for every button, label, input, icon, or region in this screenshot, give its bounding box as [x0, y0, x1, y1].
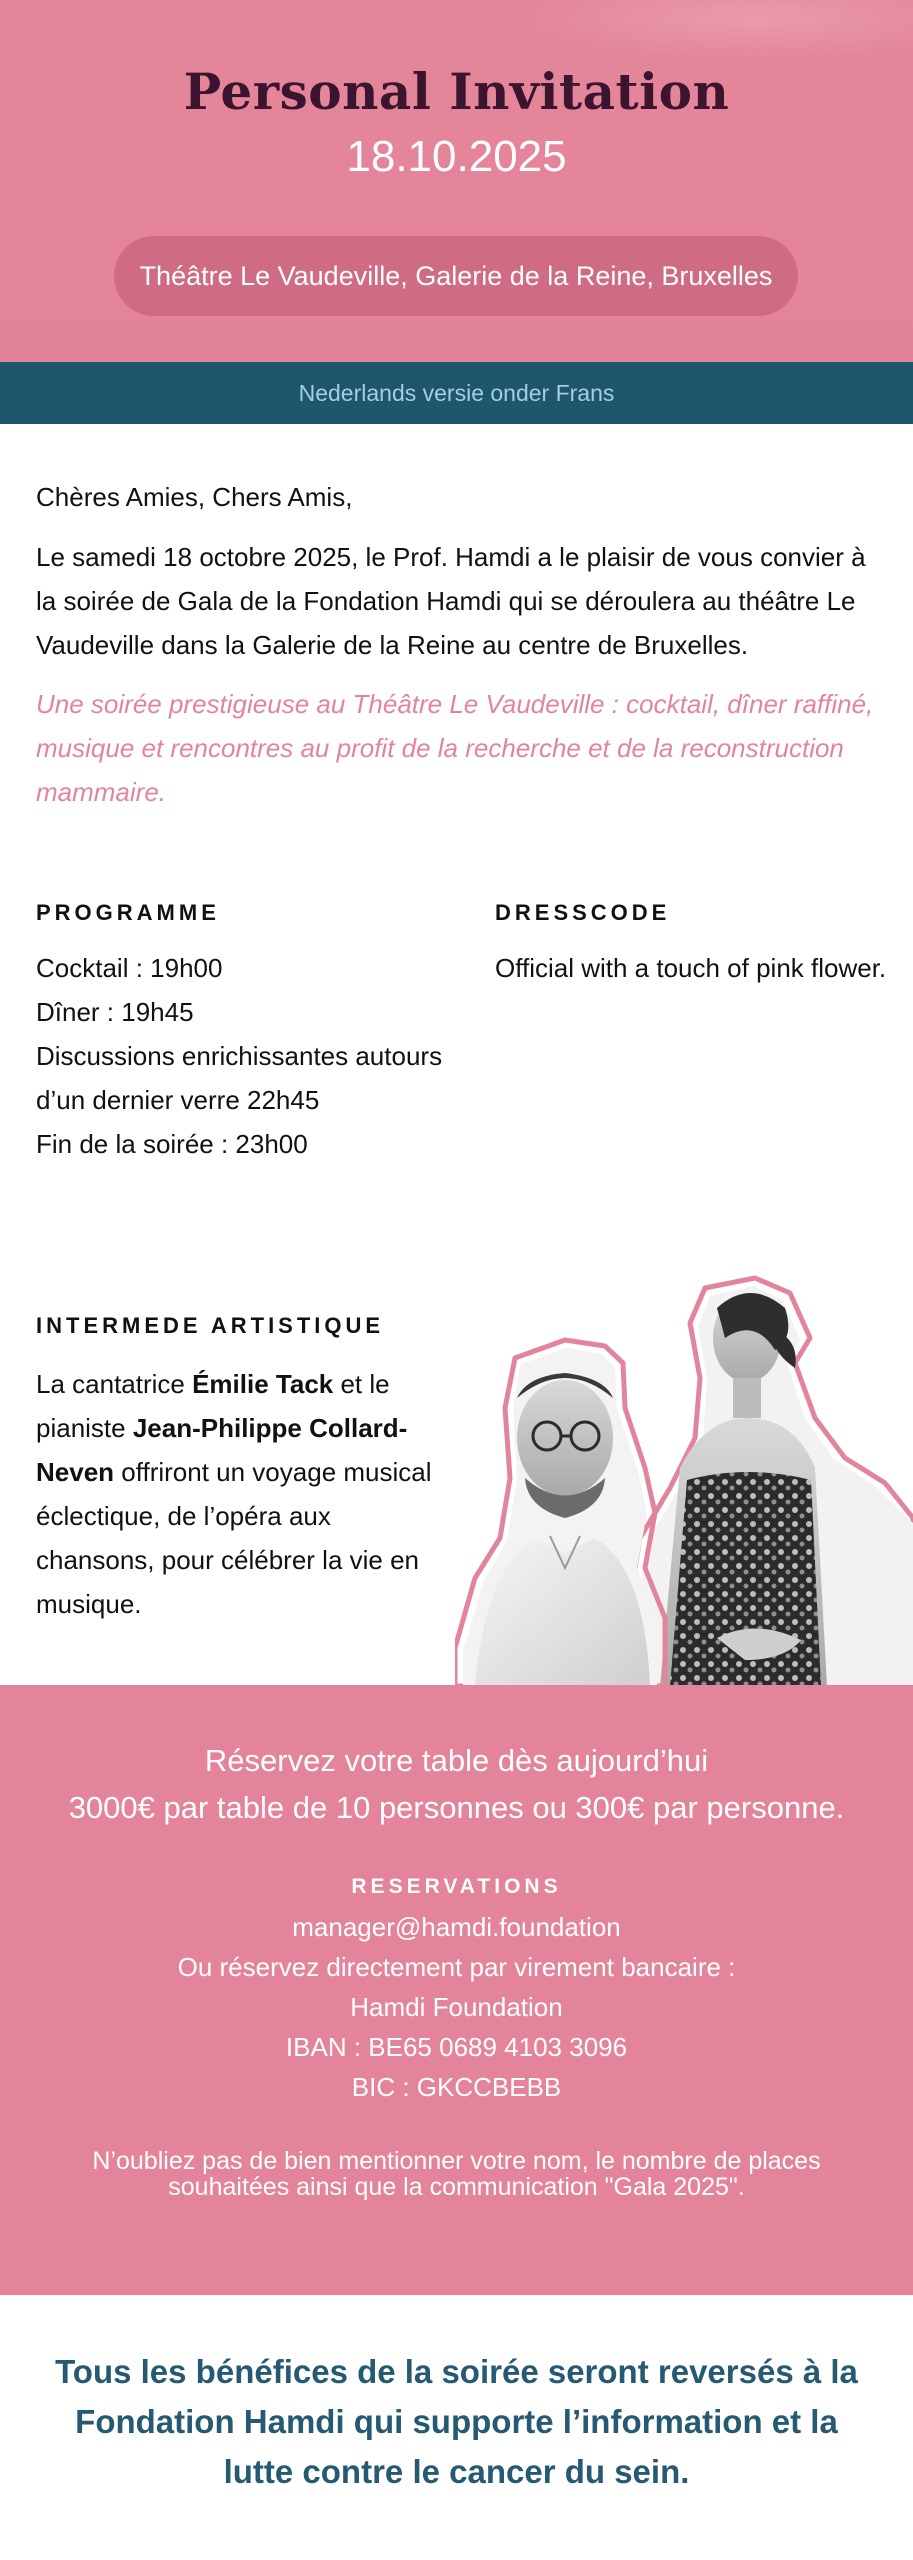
dutch-version-link[interactable]: Nederlands versie onder Frans	[298, 379, 615, 406]
reserve-call-to-action: Réservez votre table dès aujourd’hui	[204, 1743, 709, 1778]
intermede-text-part: et le pianiste	[36, 1369, 390, 1443]
singer-figure	[630, 1278, 913, 1686]
bic-value: BIC : GKCCBEBB	[351, 2072, 562, 2102]
venue-label: Théâtre Le Vaudeville, Galerie de la Reine, Bruxelles	[139, 260, 773, 291]
intermede-heading: INTERMEDE ARTISTIQUE	[36, 1313, 385, 1338]
programme-item: Cocktail : 19h00	[36, 953, 223, 983]
bank-transfer-text: Ou réservez directement par virement bancaire :	[177, 1952, 736, 1982]
reservations-email-link[interactable]: manager@hamdi.foundation	[292, 1912, 621, 1942]
reservations-heading: RESERVATIONS	[351, 1875, 562, 1898]
programme-item: Fin de la soirée : 23h00	[36, 1129, 308, 1159]
artists-photo	[455, 1268, 913, 1686]
event-tagline: Une soirée prestigieuse au Théâtre Le Vaudeville : cocktail, dîner raffiné, musique et rencontres au profit de la recherche et de la reconstruction mammaire.	[36, 689, 874, 807]
pianist-figure	[455, 1340, 665, 1686]
programme-item: Dîner : 19h45	[36, 997, 194, 1027]
programme-list	[36, 946, 456, 1166]
programme-item: Discussions enrichissantes autours d’un dernier verre 22h45	[36, 1041, 443, 1115]
venue-badge	[114, 236, 798, 316]
language-bar	[0, 362, 913, 424]
greeting: Chères Amies, Chers Amis,	[36, 482, 353, 512]
intro-paragraph: Le samedi 18 octobre 2025, le Prof. Hamdi a le plaisir de vous convier à la soirée de Gala de la Fondation Hamdi qui se déroulera au théâtre Le Vaudeville dans la Galerie de la Reine au centre de Bruxelles.	[36, 542, 866, 660]
invitation-title: Personal Invitation	[183, 62, 730, 121]
intermede-text	[36, 1362, 436, 1626]
closing-statement: Tous les bénéfices de la soirée seront reversés à la Fondation Hamdi qui supporte l’information et la lutte contre le cancer du sein.	[55, 2353, 858, 2490]
wave-divider	[0, 2252, 913, 2312]
event-date: 18.10.2025	[346, 132, 567, 181]
dresscode-heading: DRESSCODE	[495, 900, 671, 925]
programme-heading: PROGRAMME	[36, 900, 220, 925]
iban-value: IBAN : BE65 0689 4103 3096	[285, 2032, 628, 2062]
reserve-pricing: 3000€ par table de 10 personnes ou 300€ par personne.	[68, 1790, 845, 1825]
dresscode-text: Official with a touch of pink flower.	[495, 953, 887, 983]
artist-name-pianist: Jean-Philippe Collard-Neven	[36, 1413, 408, 1487]
intermede-text-part: La cantatrice	[36, 1369, 193, 1399]
hero-texture	[520, 0, 913, 60]
beneficiary-name: Hamdi Foundation	[350, 1992, 563, 2022]
intermede-text-part: offriront un voyage musical éclectique, de l’opéra aux chansons, pour célébrer la vie en musique.	[36, 1457, 432, 1619]
reservation-note: N’oubliez pas de bien mentionner votre nom, le nombre de places souhaitées ainsi que la communication "Gala 2025".	[92, 2147, 821, 2201]
artist-name-singer: Émilie Tack	[192, 1369, 334, 1399]
